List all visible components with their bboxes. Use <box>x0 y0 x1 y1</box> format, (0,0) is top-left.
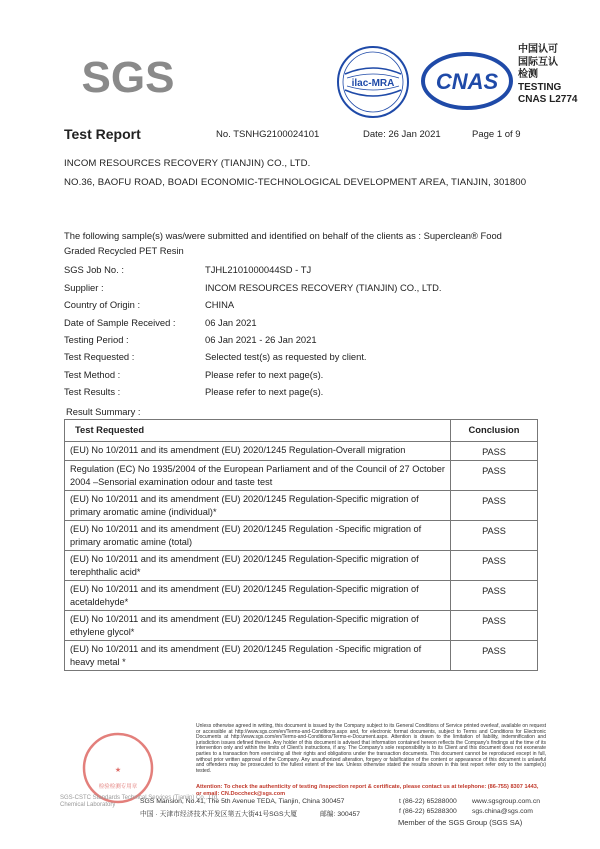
table-row <box>65 641 538 671</box>
result-summary-table <box>64 419 538 671</box>
cnas-line: 国际互认 <box>518 56 558 68</box>
test-cell: (EU) No 10/2011 and its amendment (EU) 2020/1245 Regulation -Specific migration of heavy metal * <box>65 641 451 671</box>
address-en: SGS Mansion, No.41, The 5th Avenue TEDA, Tianjin, China 300457 <box>140 798 345 805</box>
report-number: No. TSNHG2100024101 <box>216 129 320 140</box>
result-summary-label: Result Summary : <box>66 406 141 417</box>
sgs-logo-text: SGS <box>81 53 175 102</box>
disclaimer-text: Unless otherwise agreed in writing, this document is issued by the Company subject to its General Conditions of Service printed overleaf, available on request or accessible at http://www.sgs.com/en/Terms-and-Conditions.aspx and, for electronic format documents, subject to Terms and Conditions for Electronic Documents at http://www.sgs.com/en/Terms-and-Conditions/Terms-e-Document.aspx. Attention is drawn to the limitation of liability, indemnification and jurisdiction issues defined therein. Any holder of this document is advised that information contained hereon reflects the Company's findings at the time of its intervention only and within the limits of Client's instructions, if any. The Company's sole responsibility is to its Client and this document does not exonerate parties to a transaction from exercising all their rights and obligations under the transaction documents. This document cannot be reproduced except in full, without prior written approval of the Company. Any unauthorized alteration, forgery or falsification of the content or appearance of this document is unlawful and offenders may be prosecuted to the fullest extent of the law. Unless otherwise stated the results shown in this test report refer only to the sample(s) tested. <box>196 723 546 774</box>
field-label: Test Results : <box>64 386 121 397</box>
report-date: Date: 26 Jan 2021 <box>363 129 441 140</box>
conclusion-cell: PASS <box>451 611 538 641</box>
table-row <box>65 441 538 461</box>
cnas-line: CNAS L2774 <box>518 94 578 105</box>
test-cell: (EU) No 10/2011 and its amendment (EU) 2020/1245 Regulation-Specific migration of ethylene glycol* <box>65 611 451 641</box>
field-label: Test Method : <box>64 369 121 380</box>
lab-dept: Chemical Laboratory <box>60 802 116 808</box>
field-value: Selected test(s) as requested by client. <box>205 351 367 362</box>
cnas-line: 检测 <box>518 69 538 80</box>
website-link[interactable]: www.sgsgroup.com.cn <box>472 798 540 805</box>
sample-intro: The following sample(s) was/were submitted and identified on behalf of the clients as : Superclean® Food Graded Recycled PET Resin <box>64 230 502 256</box>
field-label: Date of Sample Received : <box>64 317 176 328</box>
email-link[interactable]: sgs.china@sgs.com <box>472 808 533 815</box>
sgs-logo <box>78 48 178 106</box>
table-row <box>65 551 538 581</box>
field-value: INCOM RESOURCES RECOVERY (TIANJIN) CO., LTD. <box>205 282 442 293</box>
cnas-logo <box>420 50 514 112</box>
test-cell: (EU) No 10/2011 and its amendment (EU) 2020/1245 Regulation -Specific migration of primary aromatic amine (total) <box>65 521 451 551</box>
postcode-cn: 邮编: 300457 <box>320 811 361 818</box>
lab-name: SGS-CSTC Standards Technical Services (Tianjin) Co., Ltd. <box>60 795 219 801</box>
field-label: Supplier : <box>64 282 104 293</box>
client-address: NO.36, BAOFU ROAD, BOADI ECONOMIC-TECHNOLOGICAL DEVELOPMENT AREA, TIANJIN, 301800 <box>64 177 527 188</box>
test-cell: (EU) No 10/2011 and its amendment (EU) 2020/1245 Regulation-Overall migration <box>65 441 451 461</box>
member-note: Member of the SGS Group (SGS SA) <box>398 818 523 827</box>
test-cell: Regulation (EC) No 1935/2004 of the European Parliament and of the Council of 27 October 2004 –Sensorial examination odour and taste test <box>65 461 451 491</box>
conclusion-cell: PASS <box>451 641 538 671</box>
seal-text: 检验检测专用章 <box>98 784 138 790</box>
report-title: Test Report <box>64 126 141 142</box>
field-label: SGS Job No. : <box>64 264 124 275</box>
table-header-row <box>65 420 538 442</box>
field-label: Country of Origin : <box>64 299 141 310</box>
field-value: CHINA <box>205 299 235 310</box>
client-name: INCOM RESOURCES RECOVERY (TIANJIN) CO., LTD. <box>64 158 311 169</box>
field-label: Testing Period : <box>64 334 129 345</box>
cnas-line: 中国认可 <box>518 44 558 55</box>
conclusion-cell: PASS <box>451 491 538 521</box>
field-value: 06 Jan 2021 - 26 Jan 2021 <box>205 334 317 345</box>
table-row <box>65 491 538 521</box>
conclusion-cell: PASS <box>451 581 538 611</box>
table-row <box>65 611 538 641</box>
field-value: Please refer to next page(s). <box>205 369 324 380</box>
column-header-test: Test Requested <box>65 420 451 442</box>
test-cell: (EU) No 10/2011 and its amendment (EU) 2020/1245 Regulation-Specific migration of terephthalic acid* <box>65 551 451 581</box>
ilac-logo-text: ilac-MRA <box>351 78 395 89</box>
cnas-accreditation-text <box>518 44 577 107</box>
field-value: 06 Jan 2021 <box>205 317 257 328</box>
field-value: Please refer to next page(s). <box>205 386 324 397</box>
conclusion-cell: PASS <box>451 551 538 581</box>
field-label: Test Requested : <box>64 351 135 362</box>
table-row <box>65 461 538 491</box>
address-cn: 中国 · 天津市经济技术开发区第五大街41号SGS大厦 <box>140 811 298 818</box>
conclusion-cell: PASS <box>451 521 538 551</box>
test-cell: (EU) No 10/2011 and its amendment (EU) 2020/1245 Regulation-Specific migration of acetaldehyde* <box>65 581 451 611</box>
authenticity-notice: Attention: To check the authenticity of testing /inspection report & certificate, please contact us at telephone: (86-755) 8307 1443, <box>196 784 539 790</box>
test-cell: (EU) No 10/2011 and its amendment (EU) 2020/1245 Regulation-Specific migration of primary aromatic amine (individual)* <box>65 491 451 521</box>
page-number: Page 1 of 9 <box>472 129 521 140</box>
cnas-line: TESTING <box>518 81 562 93</box>
phone: t (86-22) 65288000 <box>399 798 457 805</box>
conclusion-cell: PASS <box>451 441 538 461</box>
ilac-mra-logo <box>335 44 411 120</box>
table-row <box>65 581 538 611</box>
cnas-logo-text: CNAS <box>435 69 499 94</box>
seal-star: ★ <box>114 767 122 774</box>
column-header-conclusion: Conclusion <box>451 420 538 442</box>
table-row <box>65 521 538 551</box>
conclusion-cell: PASS <box>451 461 538 491</box>
field-value: TJHL2101000044SD - TJ <box>205 264 312 275</box>
authenticity-email: or email: CN.Doccheck@sgs.com <box>196 791 286 797</box>
fax: f (86-22) 65288300 <box>399 808 457 815</box>
